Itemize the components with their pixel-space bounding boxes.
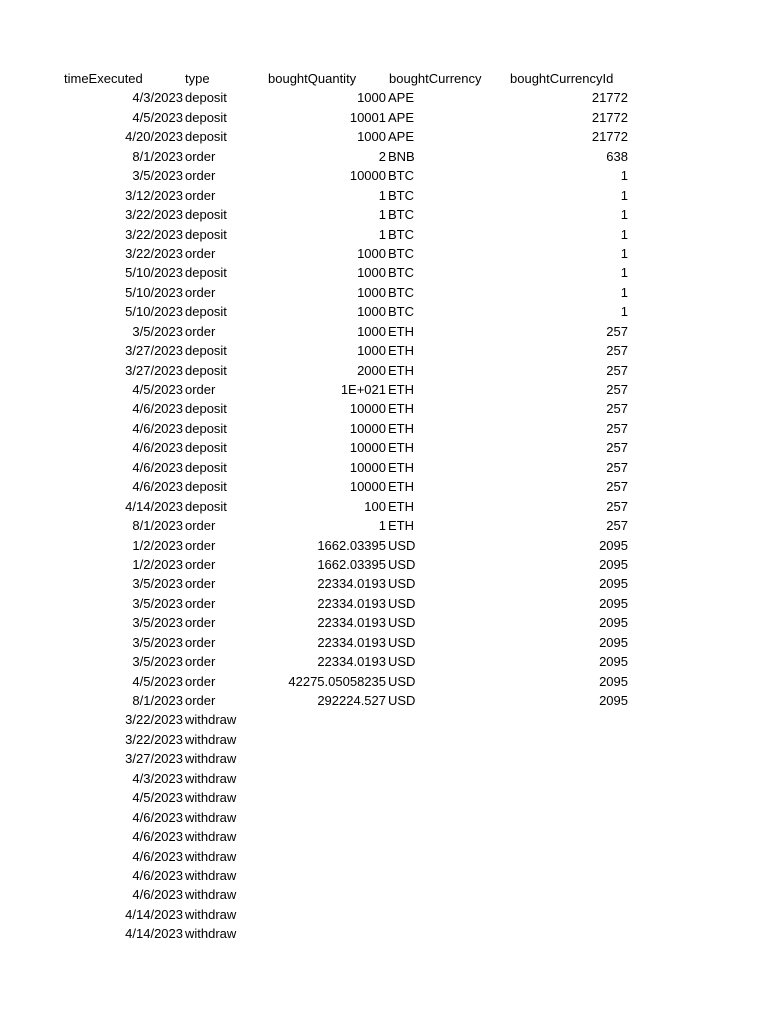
table-row [0,769,768,788]
cell-bought-quantity: 22334.0193 [317,654,386,670]
cell-time-executed: 3/27/2023 [125,751,183,767]
cell-time-executed: 3/5/2023 [132,615,183,631]
cell-bought-currency [388,749,498,768]
cell-bought-currency-id: 257 [606,343,628,359]
cell-bought-currency-id: 1 [620,284,628,300]
cell-bought-currency: BTC [388,187,414,203]
cell-bought-quantity [265,769,386,788]
table-row [0,808,768,827]
cell-type: withdraw [185,926,237,942]
cell-bought-quantity: 1E+021 [340,382,386,397]
cell-time-executed: 4/20/2023 [125,129,183,145]
cell-time-executed: 5/10/2023 [125,265,183,281]
cell-type: order [185,595,216,611]
cell-bought-quantity: 10000 [349,459,386,475]
cell-bought-currency-id: 1 [620,265,628,281]
cell-bought-currency-id: 638 [606,148,628,164]
cell-time-executed: 3/22/2023 [125,207,183,223]
cell-type: withdraw [185,809,237,825]
table-row [0,652,768,671]
cell-time-executed: 3/5/2023 [132,323,183,339]
cell-type: order [185,245,216,261]
cell-bought-currency: ETH [388,362,414,378]
cell-bought-currency: ETH [388,343,414,359]
cell-type: order [185,284,216,300]
cell-bought-currency-id: 257 [606,362,628,378]
cell-bought-currency: USD [388,556,416,572]
cell-type: withdraw [185,712,237,728]
cell-time-executed: 3/5/2023 [132,595,183,611]
cell-bought-quantity: 1000 [357,129,386,145]
cell-time-executed: 4/5/2023 [132,673,183,689]
cell-bought-currency: USD [388,595,416,611]
cell-type: order [185,187,216,203]
cell-type: deposit [185,304,227,320]
cell-bought-currency: ETH [388,440,414,456]
cell-type: withdraw [185,829,237,845]
table-row [0,477,768,496]
cell-bought-currency-id [500,749,628,768]
cell-bought-currency-id: 2095 [599,537,628,553]
cell-time-executed: 3/27/2023 [125,362,183,378]
cell-type: order [185,693,216,708]
table-row [0,166,768,185]
cell-time-executed: 4/6/2023 [132,420,183,436]
table-row [0,594,768,613]
cell-bought-quantity: 2000 [357,362,386,378]
cell-bought-currency [388,924,498,943]
cell-type: deposit [185,207,227,223]
cell-type: order [185,654,216,670]
cell-type: deposit [185,362,227,378]
cell-bought-quantity: 22334.0193 [317,615,386,631]
table-row [0,885,768,904]
cell-bought-currency-id [500,788,628,807]
cell-bought-currency: BTC [388,304,414,320]
cell-bought-quantity [265,827,386,846]
table-row [0,788,768,807]
table-row [0,458,768,477]
header-bought-quantity: boughtQuantity [268,71,357,86]
cell-bought-quantity [265,924,386,943]
cell-time-executed: 1/2/2023 [132,556,183,572]
table-row [0,438,768,457]
table-row [0,847,768,866]
cell-bought-currency: USD [388,615,416,631]
cell-bought-currency: ETH [388,479,414,495]
cell-bought-currency [388,730,498,749]
table-row [0,302,768,321]
cell-time-executed: 4/6/2023 [132,401,183,417]
cell-bought-currency-id: 2095 [599,576,628,592]
cell-time-executed: 3/12/2023 [125,187,183,203]
cell-bought-currency-id: 2095 [599,654,628,670]
cell-bought-currency-id: 1 [620,226,628,242]
cell-time-executed: 8/1/2023 [132,518,183,534]
table-row [0,88,768,107]
table-row [0,108,768,127]
cell-type: deposit [185,265,227,281]
cell-bought-quantity: 10000 [349,440,386,456]
cell-bought-quantity: 1 [378,518,386,534]
table-row [0,691,768,710]
table-row [0,361,768,380]
table-row [0,244,768,263]
header-bought-currency-id: boughtCurrencyId [510,71,614,86]
cell-bought-currency-id [500,827,628,846]
cell-bought-quantity: 42275.05058235 [288,673,386,689]
cell-bought-quantity: 1 [378,187,386,203]
cell-type: order [185,537,216,553]
cell-bought-currency-id: 257 [606,420,628,436]
cell-bought-currency: USD [388,537,416,553]
cell-time-executed: 3/5/2023 [132,168,183,184]
table-row [0,574,768,593]
cell-type: order [185,382,216,397]
cell-time-executed: 4/3/2023 [132,770,183,786]
cell-type: deposit [185,343,227,359]
table-row [0,827,768,846]
cell-bought-currency: ETH [388,518,414,534]
cell-time-executed: 4/5/2023 [132,109,183,125]
cell-bought-currency-id: 21772 [591,129,628,145]
cell-bought-quantity: 10000 [349,401,386,417]
table-row [0,555,768,574]
cell-bought-quantity: 10000 [349,420,386,436]
cell-bought-currency-id: 2095 [599,634,628,650]
cell-bought-quantity: 1000 [357,265,386,281]
cell-bought-currency-id: 1 [620,304,628,320]
table-row [0,749,768,768]
cell-time-executed: 4/6/2023 [132,440,183,456]
cell-type: deposit [185,129,227,145]
cell-time-executed: 5/10/2023 [125,284,183,300]
cell-bought-currency-id [500,808,628,827]
cell-bought-quantity: 1000 [357,245,386,261]
cell-bought-currency: BTC [388,265,414,281]
cell-bought-quantity: 1662.03395 [317,556,386,572]
cell-bought-currency: USD [388,654,416,670]
cell-time-executed: 3/5/2023 [132,576,183,592]
table-row [0,924,768,943]
cell-bought-currency [388,847,498,866]
cell-type: withdraw [185,887,237,903]
table-row [0,633,768,652]
cell-type: order [185,323,216,339]
table-row [0,672,768,691]
cell-type: order [185,148,216,164]
table-row [0,263,768,282]
table-row [0,283,768,302]
cell-time-executed: 4/5/2023 [132,382,183,397]
cell-bought-currency-id: 2095 [599,556,628,572]
cell-type: deposit [185,459,227,475]
cell-bought-currency-id: 1 [620,207,628,223]
cell-type: deposit [185,226,227,242]
cell-type: order [185,673,216,689]
cell-bought-currency: APE [388,109,415,125]
cell-bought-quantity: 22334.0193 [317,634,386,650]
cell-time-executed: 4/3/2023 [132,90,183,106]
cell-type: deposit [185,479,227,495]
cell-type: deposit [185,440,227,456]
cell-type: withdraw [185,751,237,767]
cell-bought-currency [388,808,498,827]
header-time-executed: timeExecuted [64,71,143,86]
cell-bought-currency: BTC [388,207,414,223]
cell-time-executed: 8/1/2023 [132,148,183,164]
cell-bought-currency [388,827,498,846]
cell-bought-currency [388,905,498,924]
cell-type: order [185,556,216,572]
cell-type: deposit [185,401,227,417]
cell-bought-quantity: 292224.527 [317,693,386,708]
cell-bought-quantity: 10000 [349,479,386,495]
cell-type: deposit [185,498,227,514]
cell-time-executed: 3/22/2023 [125,712,183,728]
cell-bought-currency-id [500,710,628,729]
cell-type: withdraw [185,770,237,786]
table-row [0,905,768,924]
table-row [0,419,768,438]
cell-bought-quantity [265,788,386,807]
cell-bought-currency [388,885,498,904]
cell-bought-currency [388,788,498,807]
cell-time-executed: 8/1/2023 [132,693,183,708]
cell-time-executed: 4/6/2023 [132,809,183,825]
cell-time-executed: 4/6/2023 [132,459,183,475]
cell-bought-currency [388,710,498,729]
header-row [0,69,768,88]
cell-type: withdraw [185,906,237,922]
cell-bought-currency-id: 21772 [591,90,628,106]
cell-type: order [185,518,216,534]
cell-bought-quantity [265,885,386,904]
cell-bought-quantity: 10001 [349,109,386,125]
table-row [0,730,768,749]
cell-bought-quantity: 2 [378,148,386,164]
cell-type: deposit [185,90,227,106]
cell-bought-currency: USD [388,673,416,689]
cell-bought-quantity: 1 [378,226,386,242]
cell-bought-quantity: 100 [364,498,386,514]
cell-bought-currency: BTC [388,226,414,242]
table-row [0,497,768,516]
cell-time-executed: 4/6/2023 [132,829,183,845]
cell-bought-currency-id [500,905,628,924]
cell-bought-currency-id: 1 [620,187,628,203]
cell-bought-quantity: 1000 [357,304,386,320]
table-row [0,127,768,146]
cell-type: withdraw [185,790,237,806]
cell-type: deposit [185,109,227,125]
table-row [0,710,768,729]
cell-bought-quantity [265,749,386,768]
cell-bought-currency: ETH [388,498,414,514]
cell-bought-currency: ETH [388,420,414,436]
table-row [0,536,768,555]
cell-bought-currency: USD [388,576,416,592]
cell-bought-quantity: 1000 [357,343,386,359]
cell-bought-currency: BTC [388,168,414,184]
table-row [0,147,768,166]
cell-bought-currency-id: 257 [606,323,628,339]
cell-bought-currency-id: 257 [606,382,628,397]
table-row [0,205,768,224]
cell-time-executed: 5/10/2023 [125,304,183,320]
table-row [0,866,768,885]
header-type: type [185,71,210,86]
cell-type: order [185,168,216,184]
cell-bought-quantity [265,710,386,729]
table-row [0,322,768,341]
cell-time-executed: 1/2/2023 [132,537,183,553]
cell-bought-quantity [265,730,386,749]
cell-bought-currency-id [500,924,628,943]
cell-bought-quantity: 10000 [349,168,386,184]
cell-bought-currency-id: 1 [620,168,628,184]
cell-time-executed: 3/5/2023 [132,634,183,650]
cell-time-executed: 4/6/2023 [132,479,183,495]
cell-bought-quantity [265,808,386,827]
cell-bought-currency-id [500,730,628,749]
table-row [0,399,768,418]
cell-bought-currency [388,769,498,788]
cell-bought-currency-id: 257 [606,440,628,456]
cell-bought-currency: USD [388,693,416,708]
cell-bought-currency-id: 257 [606,518,628,534]
cell-type: deposit [185,420,227,436]
cell-time-executed: 3/27/2023 [125,343,183,359]
cell-bought-currency: ETH [388,382,414,397]
cell-bought-quantity: 1 [378,207,386,223]
cell-time-executed: 3/22/2023 [125,226,183,242]
table-row [0,341,768,360]
cell-type: order [185,634,216,650]
cell-time-executed: 4/5/2023 [132,790,183,806]
cell-bought-quantity [265,905,386,924]
cell-bought-currency-id [500,769,628,788]
cell-bought-currency-id [500,847,628,866]
cell-time-executed: 4/6/2023 [132,848,183,864]
cell-bought-quantity: 22334.0193 [317,595,386,611]
cell-bought-quantity: 1000 [357,90,386,106]
cell-bought-currency-id: 257 [606,479,628,495]
cell-time-executed: 4/14/2023 [125,906,183,922]
table-row [0,225,768,244]
cell-type: withdraw [185,867,237,883]
cell-time-executed: 4/14/2023 [125,926,183,942]
table-row [0,516,768,535]
cell-bought-quantity: 1000 [357,323,386,339]
cell-time-executed: 4/14/2023 [125,498,183,514]
cell-bought-currency: APE [388,129,415,145]
spreadsheet-table [0,69,768,944]
cell-bought-quantity: 1662.03395 [317,537,386,553]
cell-bought-currency-id: 1 [620,245,628,261]
cell-bought-quantity: 1000 [357,284,386,300]
cell-bought-currency-id [500,866,628,885]
cell-bought-currency-id: 2095 [599,595,628,611]
cell-type: order [185,615,216,631]
cell-time-executed: 4/6/2023 [132,887,183,903]
cell-type: withdraw [185,731,237,747]
cell-bought-currency-id: 2095 [599,615,628,631]
cell-bought-currency-id: 257 [606,401,628,417]
header-bought-currency: boughtCurrency [389,71,482,86]
cell-bought-currency-id: 21772 [591,109,628,125]
cell-bought-currency: ETH [388,459,414,475]
table-body [0,88,768,943]
cell-time-executed: 4/6/2023 [132,867,183,883]
cell-time-executed: 3/22/2023 [125,731,183,747]
table-row [0,613,768,632]
table-row [0,186,768,205]
cell-bought-currency: ETH [388,401,414,417]
cell-bought-currency-id: 2095 [599,693,628,708]
cell-bought-currency: ETH [388,323,414,339]
cell-bought-quantity [265,847,386,866]
cell-bought-currency: USD [388,634,416,650]
cell-bought-currency-id [500,885,628,904]
cell-type: withdraw [185,848,237,864]
cell-bought-currency: BNB [388,148,415,164]
cell-bought-currency [388,866,498,885]
cell-type: order [185,576,216,592]
cell-time-executed: 3/22/2023 [125,245,183,261]
cell-bought-currency-id: 257 [606,459,628,475]
cell-bought-quantity [265,866,386,885]
cell-bought-quantity: 22334.0193 [317,576,386,592]
table-row [0,380,768,399]
cell-bought-currency-id: 257 [606,498,628,514]
cell-bought-currency: BTC [388,245,414,261]
cell-bought-currency: APE [388,90,415,106]
cell-bought-currency-id: 2095 [599,673,628,689]
cell-time-executed: 3/5/2023 [132,654,183,670]
cell-bought-currency: BTC [388,284,414,300]
